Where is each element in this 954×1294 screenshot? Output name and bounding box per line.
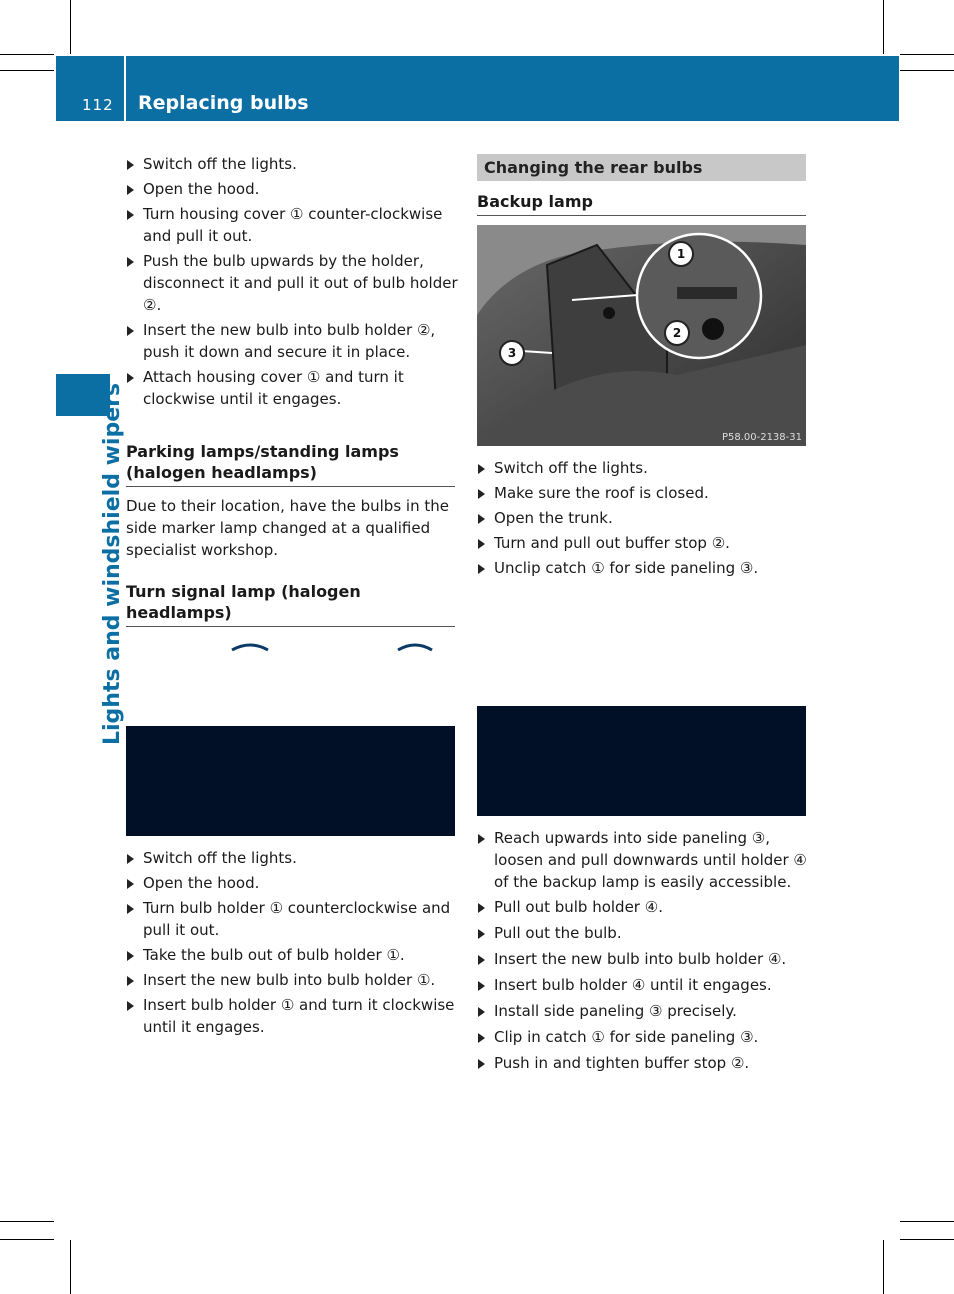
callout-2: 2 [664, 320, 690, 346]
backup-heading: Backup lamp [477, 191, 806, 216]
list-item: Install side paneling ③ precisely. [477, 1000, 809, 1022]
crop-mark [900, 1221, 954, 1222]
crop-mark [70, 0, 71, 54]
arrow-icon [478, 564, 485, 574]
backup-section [477, 191, 806, 216]
crop-mark [900, 1239, 954, 1240]
dark-panel [126, 726, 455, 836]
list-item: Pull out bulb holder ④. [477, 896, 809, 918]
trunk-illustration [477, 225, 806, 446]
arrow-icon [127, 879, 134, 889]
parking-heading: Parking lamps/standing lamps (halogen headlamps) [126, 441, 455, 487]
crop-mark [883, 0, 884, 54]
arrow-icon [478, 981, 485, 991]
arrow-icon [478, 1033, 485, 1043]
right-steps-top [477, 457, 809, 579]
section-title: Replacing bulbs [138, 92, 309, 114]
crop-mark [900, 54, 954, 55]
crop-mark [900, 70, 954, 71]
lamp-shape [398, 645, 432, 650]
left-steps-bottom [126, 847, 458, 1038]
list-item: Switch off the lights. [477, 457, 809, 479]
list-item: Clip in catch ① for side paneling ③. [477, 1026, 809, 1048]
list-item: Open the hood. [126, 178, 458, 200]
arrow-icon [127, 210, 134, 220]
list-item: Push the bulb upwards by the holder, disconnect it and pull it out of bulb holder ②. [126, 250, 458, 316]
crop-mark [0, 70, 54, 71]
list-item: Insert bulb holder ④ until it engages. [477, 974, 809, 996]
list-item: Turn and pull out buffer stop ②. [477, 532, 809, 554]
chapter-title: Lights and windshield wipers [100, 382, 125, 745]
arrow-icon [478, 955, 485, 965]
lamp-shape [232, 645, 268, 650]
header-divider [124, 56, 126, 121]
arrow-icon [478, 1007, 485, 1017]
list-item: Make sure the roof is closed. [477, 482, 809, 504]
crop-mark [0, 1239, 54, 1240]
arrow-icon [478, 903, 485, 913]
turn-signal-figure [126, 612, 455, 722]
list-item: Unclip catch ① for side paneling ③. [477, 557, 809, 579]
parking-section [126, 441, 455, 561]
list-item: Open the hood. [126, 872, 458, 894]
list-item: Attach housing cover ① and turn it clockwise until it engages. [126, 366, 458, 410]
arrow-icon [127, 1001, 134, 1011]
list-item: Reach upwards into side paneling ③, loosen and pull downwards until holder ④ of the backup lamp is easily accessible. [477, 827, 809, 893]
list-item: Insert the new bulb into bulb holder ④. [477, 948, 809, 970]
right-steps-bottom [477, 827, 809, 1074]
list-item: Insert the new bulb into bulb holder ②, push it down and secure it in place. [126, 319, 458, 363]
arrow-icon [127, 185, 134, 195]
arrow-icon [478, 464, 485, 474]
arrow-icon [478, 514, 485, 524]
arrow-icon [127, 951, 134, 961]
dark-panel [477, 706, 806, 816]
arrow-icon [127, 854, 134, 864]
arrow-icon [127, 160, 134, 170]
parking-text: Due to their location, have the bulbs in the side marker lamp changed at a qualified specialist workshop. [126, 497, 449, 559]
callout-1: 1 [668, 241, 694, 267]
list-item: Turn housing cover ① counter-clockwise and pull it out. [126, 203, 458, 247]
arrow-icon [127, 976, 134, 986]
page-number: 112 [82, 96, 114, 114]
turn-signal-heading: Turn signal lamp (halogen headlamps) [126, 581, 455, 627]
list-item: Switch off the lights. [126, 847, 458, 869]
list-item: Pull out the bulb. [477, 922, 809, 944]
list-item: Take the bulb out of bulb holder ①. [126, 944, 458, 966]
left-steps-top [126, 153, 458, 410]
list-item: Push in and tighten buffer stop ②. [477, 1052, 809, 1074]
crop-mark [70, 1240, 71, 1294]
arrow-icon [478, 929, 485, 939]
section-band: Changing the rear bulbs [477, 154, 806, 181]
crop-mark [883, 1240, 884, 1294]
arrow-icon [478, 834, 485, 844]
arrow-icon [127, 326, 134, 336]
page-header [56, 56, 899, 121]
callout-3: 3 [499, 340, 525, 366]
trunk-photo [477, 225, 806, 446]
figure-reference: P58.00-2138-31 [721, 432, 802, 443]
arrow-icon [127, 257, 134, 267]
arrow-icon [127, 904, 134, 914]
list-item: Insert the new bulb into bulb holder ①. [126, 969, 458, 991]
arrow-icon [478, 539, 485, 549]
arrow-icon [478, 1059, 485, 1069]
list-item: Open the trunk. [477, 507, 809, 529]
list-item: Switch off the lights. [126, 153, 458, 175]
list-item: Insert bulb holder ① and turn it clockwise until it engages. [126, 994, 458, 1038]
arrow-icon [478, 489, 485, 499]
list-item: Turn bulb holder ① counterclockwise and pull it out. [126, 897, 458, 941]
arrow-icon [127, 373, 134, 383]
crop-mark [0, 1221, 54, 1222]
crop-mark [0, 54, 54, 55]
